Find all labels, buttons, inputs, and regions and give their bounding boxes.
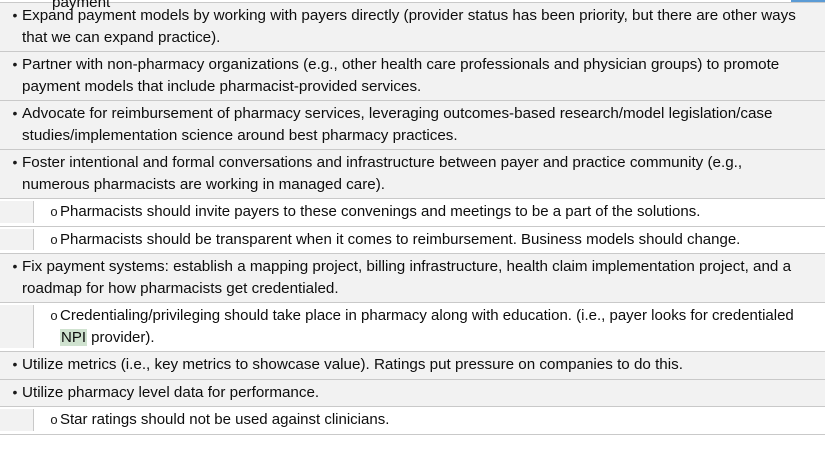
list-item-text: Partner with non-pharmacy organizations (e.g., other health care professionals and physician groups) to promote payment models that include pharmacist-provided services.: [22, 56, 780, 95]
bullet-marker: •: [12, 258, 18, 274]
bullet-marker: •: [12, 383, 18, 400]
bullet-marker: •: [12, 356, 18, 372]
bullet-marker: •: [12, 105, 18, 121]
list-item-text: Advocate for reimbursement of pharmacy services, leveraging outcomes-based research/model legislation/case studies/implementation science around best pharmacy practices.: [22, 105, 773, 144]
list-item: [0, 352, 825, 380]
sub-bullet-marker: o: [50, 308, 58, 323]
list-item-sub: [0, 227, 825, 255]
indent-cell: [0, 409, 34, 431]
list-item-text: Foster intentional and formal conversations and infrastructure between payer and practice community (e.g., numerous pharmacists are working in managed care).: [22, 154, 743, 193]
list-item-text: Utilize pharmacy level data for performance.: [22, 383, 320, 401]
list-item-sub: [0, 199, 825, 227]
clipped-text-above: [52, 0, 110, 1]
sub-bullet-marker: o: [50, 204, 58, 219]
bullet-marker: •: [12, 56, 18, 72]
list-item-sub: [0, 407, 825, 435]
bulleted-list-table: [0, 2, 825, 435]
list-item-text: Pharmacists should be transparent when it comes to reimbursement. Business models should change.: [60, 230, 741, 248]
sub-bullet-marker: o: [50, 231, 58, 247]
list-item-text: Utilize metrics (i.e., key metrics to showcase value). Ratings put pressure on companies to do this.: [22, 356, 683, 373]
indent-cell: [0, 201, 34, 223]
list-item-text: Fix payment systems: establish a mapping project, billing infrastructure, health claim implementation project, and a roadmap for how pharmacists get credentialed.: [22, 258, 792, 297]
list-item-text: Credentialing/privileging should take place in pharmacy along with education. (i.e., payer looks for credentialed NPI provider).: [60, 307, 794, 346]
list-item-text: Pharmacists should invite payers to these convenings and meetings to be a part of the solutions.: [60, 203, 701, 220]
list-item: [0, 150, 825, 199]
indent-cell: [0, 229, 34, 251]
list-item-text: Expand payment models by working with payers directly (provider status has been priority, but there are other ways that we can expand practice).: [22, 7, 796, 46]
indent-cell: [0, 305, 34, 348]
list-item-sub: [0, 303, 825, 352]
sub-bullet-marker: o: [50, 412, 58, 427]
list-item: [0, 380, 825, 408]
list-item-text: Star ratings should not be used against clinicians.: [60, 411, 390, 428]
list-item: [0, 52, 825, 101]
highlighted-term: NPI: [61, 328, 87, 346]
list-item: [0, 2, 825, 52]
list-item: [0, 254, 825, 303]
bullet-marker: •: [12, 154, 18, 170]
list-item: [0, 101, 825, 150]
bullet-marker: •: [12, 7, 18, 23]
